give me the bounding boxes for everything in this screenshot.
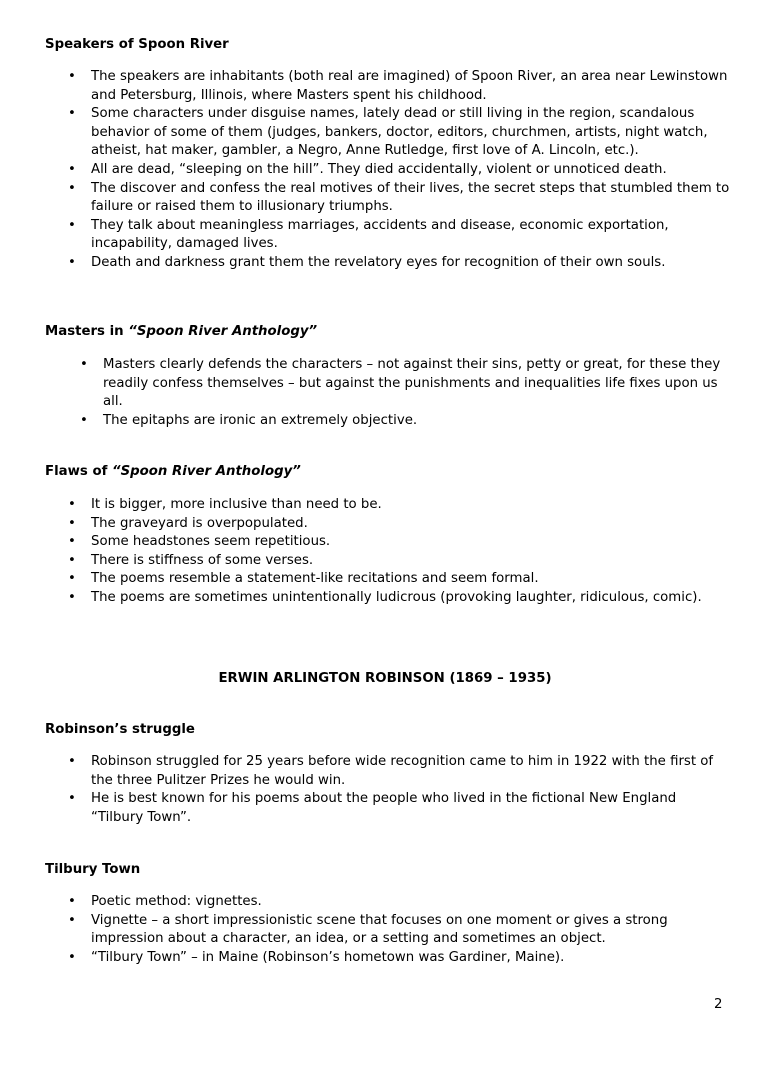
author-title: ERWIN ARLINGTON ROBINSON (1869 – 1935) [218,671,552,686]
list-item: • It is bigger, more inclusive than need to be. [91,496,731,515]
list-masters [80,356,733,430]
list-item: • The poems resemble a statement-like recitations and seem formal. [91,570,731,589]
heading-tilbury: Tilbury Town [45,862,141,877]
list-struggle [68,753,731,827]
list-item: • He is best known for his poems about the people who lived in the fictional New England “Tilbury Town”. [68,791,677,825]
list-item: • Robinson struggled for 25 years before wide recognition came to him in 1922 with the first of the three Pulitzer Prizes he would win. [68,754,714,788]
list-item: • The poems are sometimes unintentionally ludicrous (provoking laughter, ridiculous, comic). [91,589,731,608]
list-item: • Poetic method: vignettes. [91,893,731,912]
heading-masters: Masters in “Spoon River Anthology” [45,324,318,339]
bullet-icon: • [68,217,76,233]
list-item: • They talk about meaningless marriages, accidents and disease, economic exportation, incapability, damaged lives. [68,217,669,252]
list-item: • All are dead, “sleeping on the hill”. They died accidentally, violent or unnoticed death. [91,161,731,180]
list-item: • “Tilbury Town” – in Maine (Robinson’s hometown was Gardiner, Maine). [91,949,731,968]
list-flaws [68,496,731,608]
page-number: 2 [714,997,723,1012]
list-item: • There is stiffness of some verses. [91,552,731,571]
bullet-icon: • [68,106,76,122]
bullet-icon: • [68,161,76,177]
bullet-icon: • [68,912,76,928]
bullet-icon: • [68,497,76,512]
bullet-icon: • [80,412,88,428]
heading-speakers: Speakers of Spoon River [45,37,229,52]
bullet-icon: • [68,254,76,270]
bullet-icon: • [80,357,88,372]
list-item: • Some characters under disguise names, lately dead or still living in the region, scandalous behavior of some of them (judges, bankers, doctor, editors, churchmen, artists, night watch, atheist, hat maker, gambler, a Negro, Anne Rutledge, first love of A. Lincoln, etc.). [68,106,708,159]
list-item: • The discover and confess the real motives of their lives, the secret steps that stumbled them to failure or raised them to illusionary triumphs. [68,180,730,215]
bullet-icon: • [68,534,76,550]
list-item: • The epitaphs are ironic an extremely objective. [103,412,733,431]
bullet-icon: • [68,515,76,531]
bullet-icon: • [68,949,76,965]
list-item: • Some headstones seem repetitious. [91,533,731,552]
list-item: • The speakers are inhabitants (both real are imagined) of Spoon River, an area near Lewinstown and Petersburg, Illinois, where Masters spent his childhood. [68,69,728,103]
bullet-icon: • [68,69,76,84]
bullet-icon: • [68,571,76,587]
list-speakers [68,68,731,273]
list-item: • Masters clearly defends the characters – not against their sins, petty or great, for these they readily confess themselves – but against the punishments and inequalities life fixes upon us all. [80,357,721,410]
heading-struggle: Robinson’s struggle [45,722,195,737]
list-item: • Death and darkness grant them the revelatory eyes for recognition of their own souls. [91,254,731,273]
list-item: • Vignette – a short impressionistic scene that focuses on one moment or gives a strong impression about a character, an idea, or a setting and sometimes an object. [68,912,668,947]
bullet-icon: • [68,791,76,807]
list-item: • The graveyard is overpopulated. [91,515,731,534]
bullet-icon: • [68,894,76,909]
bullet-icon: • [68,552,76,568]
bullet-icon: • [68,754,76,769]
heading-flaws: Flaws of “Spoon River Anthology” [45,464,301,479]
list-tilbury [68,893,731,967]
bullet-icon: • [68,180,76,196]
bullet-icon: • [68,589,76,605]
